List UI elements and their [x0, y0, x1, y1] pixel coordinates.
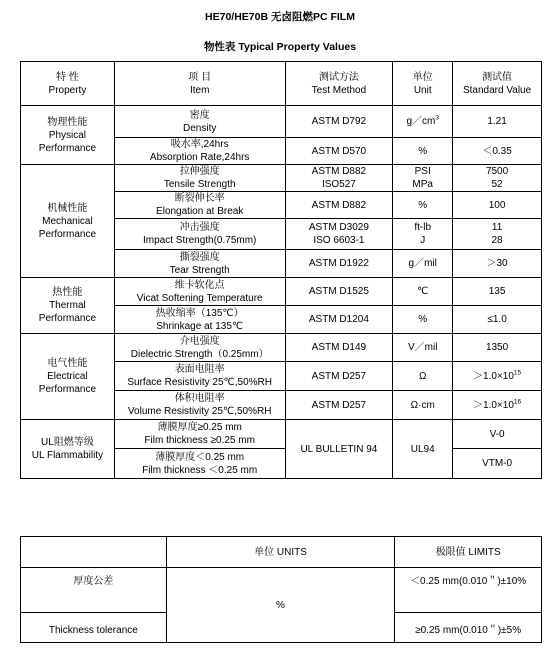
property-group: [21, 334, 115, 420]
item-label: 吸水率,24hrs: [170, 139, 229, 150]
property-row: [21, 165, 542, 192]
property-group-label: Performance: [38, 313, 97, 324]
property-row: [21, 278, 542, 306]
item-cell: [114, 449, 285, 479]
standard-value: 52: [491, 179, 503, 190]
item-label: Dielectric Strength（0.25mm）: [130, 348, 269, 360]
unit-cell: [393, 138, 453, 165]
header-label: Standard Value: [462, 84, 532, 96]
property-group: [21, 278, 115, 334]
limit-thin: ＜0.25 mm(0.010＂)±10%: [395, 568, 542, 613]
limits-header-blank: [21, 537, 167, 568]
property-row: [21, 334, 542, 362]
standard-value-cell: [453, 362, 542, 391]
unit-cell: [393, 192, 453, 219]
property-group-label: Electrical: [47, 371, 88, 382]
item-label: Density: [183, 122, 217, 134]
unit-label: g／mil: [408, 258, 437, 269]
item-label: Surface Resistivity 25℃,50%RH: [127, 377, 272, 388]
property-group: [21, 420, 115, 479]
unit-cell: [393, 306, 453, 334]
standard-value-cell: [453, 165, 542, 192]
limits-header-units: 单位 UNITS: [166, 537, 395, 568]
unit-label: V／mil: [407, 342, 438, 353]
limits-header-limits: 极限值 LIMITS: [395, 537, 542, 568]
item-cell: [114, 278, 285, 306]
property-group-label: Physical: [48, 129, 87, 141]
thickness-label-cn: 厚度公差: [21, 568, 167, 613]
item-label: 断裂伸长率: [174, 193, 225, 204]
test-method-label: UL BULLETIN 94: [300, 443, 378, 455]
item-cell: [114, 334, 285, 362]
item-label: Elongation at Break: [156, 206, 244, 217]
test-method-label: ASTM D792: [311, 116, 367, 127]
standard-value: 11: [491, 222, 503, 233]
standard-value-cell: [453, 278, 542, 306]
standard-value-cell: [453, 334, 542, 362]
test-method-label: ASTM D257: [311, 399, 367, 411]
property-group-label: 热性能: [52, 287, 83, 298]
property-row: [21, 420, 542, 449]
limit-thick: ≥0.25 mm(0.010＂)±5%: [395, 613, 542, 643]
property-group: [21, 106, 115, 165]
test-method-cell: [285, 192, 393, 219]
item-label: Tensile Strength: [163, 179, 236, 190]
standard-value: ＞30: [486, 258, 508, 269]
property-table: [20, 61, 542, 479]
item-label: Volume Resistivity 25℃,50%RH: [127, 406, 272, 417]
limits-row: [21, 568, 542, 613]
unit-label: ℃: [417, 286, 429, 297]
item-cell: [114, 106, 285, 138]
standard-value-cell: [453, 449, 542, 479]
item-label: Film thickness ≥0.25 mm: [144, 435, 255, 446]
standard-value: ＜0.35: [482, 145, 512, 157]
limits-unit: %: [166, 568, 395, 643]
unit-cell: [393, 362, 453, 391]
property-group: [21, 165, 115, 278]
header-label: 测试方法: [318, 71, 359, 83]
item-cell: [114, 362, 285, 391]
item-label: 拉伸强度: [179, 166, 220, 177]
standard-value-cell: [453, 219, 542, 250]
header-item: [114, 62, 285, 106]
standard-value: 7500: [485, 166, 509, 177]
standard-value-cell: [453, 306, 542, 334]
unit-label: MPa: [412, 179, 433, 190]
unit-label: g／cm: [406, 116, 436, 127]
unit-cell: [393, 391, 453, 420]
test-method-cell: [285, 138, 393, 165]
header-label: Item: [189, 84, 210, 96]
standard-value-cell: [453, 106, 542, 138]
standard-value: V-0: [489, 428, 505, 440]
property-group-label: Performance: [38, 142, 97, 154]
item-label: 撕裂强度: [179, 251, 220, 263]
document-title: HE70/HE70B 无卤阻燃PC FILM: [205, 11, 355, 23]
unit-cell: [393, 106, 453, 138]
unit-label: Ω·cm: [410, 399, 435, 411]
property-group-label: Thermal: [49, 300, 86, 311]
unit-label: PSI: [414, 166, 431, 177]
unit-cell: [393, 278, 453, 306]
item-cell: [114, 138, 285, 165]
standard-value: VTM-0: [482, 458, 513, 469]
value-exponent: 15: [513, 369, 522, 377]
thickness-label-en: Thickness tolerance: [21, 613, 167, 643]
item-cell: [114, 219, 285, 250]
standard-value-cell: [453, 250, 542, 278]
standard-value: ≤1.0: [487, 314, 507, 325]
item-label: 维卡软化点: [174, 279, 225, 291]
test-method-cell: [285, 306, 393, 334]
standard-value: ＞1.0×10: [473, 370, 514, 382]
item-cell: [114, 165, 285, 192]
test-method-label: ASTM D1525: [308, 286, 369, 297]
item-label: Shrinkage at 135℃: [156, 320, 244, 332]
test-method-label: ASTM D882: [311, 166, 367, 177]
item-label: 介电强度: [179, 335, 220, 347]
unit-label: Ω: [418, 370, 427, 382]
property-group-label: 物理性能: [47, 116, 88, 128]
property-group-label: Mechanical: [42, 215, 93, 227]
test-method-cell: [285, 250, 393, 278]
item-label: 表面电阻率: [174, 364, 225, 375]
item-label: Film thickness ＜0.25 mm: [142, 464, 258, 476]
item-cell: [114, 192, 285, 219]
header-label: Test Method: [311, 84, 367, 96]
property-group-label: Performance: [38, 384, 97, 395]
test-method-label: ASTM D1204: [308, 314, 369, 325]
unit-label: %: [418, 145, 428, 157]
standard-value: 100: [488, 199, 506, 211]
test-method-cell: [285, 362, 393, 391]
item-cell: [114, 306, 285, 334]
standard-value-cell: [453, 138, 542, 165]
property-group-label: 电气性能: [47, 358, 88, 369]
standard-value: 135: [488, 286, 506, 297]
value-exponent: 16: [513, 398, 522, 406]
test-method-label: ASTM D570: [311, 145, 367, 157]
standard-value: 1.21: [487, 116, 507, 127]
test-method-cell: [285, 278, 393, 306]
item-label: 热收缩率（135℃）: [155, 307, 244, 319]
standard-value: 1350: [485, 342, 509, 353]
test-method-label: ISO527: [321, 179, 356, 190]
header-label: 特 性: [56, 71, 79, 83]
item-label: 薄膜厚度＜0.25 mm: [155, 451, 245, 463]
unit-label: %: [418, 199, 428, 211]
property-group-label: 机械性能: [47, 202, 88, 214]
test-method-label: ASTM D1922: [308, 258, 369, 269]
header-label: 项 目: [188, 71, 212, 83]
header-unit: [393, 62, 453, 106]
standard-value: ＞1.0×10: [473, 399, 514, 411]
property-group-label: UL Flammability: [31, 450, 104, 461]
property-group-label: UL阻燃等级: [41, 437, 94, 448]
header-test-method: [285, 62, 393, 106]
standard-value-cell: [453, 420, 542, 449]
unit-label: UL94: [410, 443, 435, 455]
item-label: Vicat Softening Temperature: [136, 292, 263, 304]
header-property: [21, 62, 115, 106]
item-label: 薄膜厚度≥0.25 mm: [157, 422, 242, 433]
item-label: Absorption Rate,24hrs: [149, 152, 250, 163]
item-label: 体积电阻率: [174, 393, 225, 404]
unit-cell: [393, 219, 453, 250]
unit-cell: [393, 165, 453, 192]
test-method-label: ASTM D257: [311, 370, 367, 382]
standard-value-cell: [453, 192, 542, 219]
header-label: Unit: [413, 84, 432, 96]
test-method-cell: [285, 420, 393, 479]
test-method-cell: [285, 219, 393, 250]
test-method-cell: [285, 391, 393, 420]
unit-cell: [393, 420, 453, 479]
limits-header-row: [21, 537, 542, 568]
limits-table: [20, 536, 542, 643]
unit-label: J: [420, 235, 426, 246]
item-label: Tear Strength: [169, 264, 230, 276]
property-group-label: Performance: [38, 228, 97, 240]
property-row: [21, 106, 542, 138]
item-cell: [114, 391, 285, 420]
standard-value: 28: [491, 235, 503, 246]
test-method-cell: [285, 106, 393, 138]
document-subtitle: 物性表 Typical Property Values: [203, 41, 357, 53]
property-table-header-row: [21, 62, 542, 106]
test-method-cell: [285, 334, 393, 362]
header-label: 单位: [412, 71, 433, 83]
unit-cell: [393, 250, 453, 278]
item-cell: [114, 250, 285, 278]
test-method-label: ASTM D3029: [308, 222, 369, 233]
test-method-label: ASTM D149: [311, 342, 367, 353]
test-method-label: ISO 6603-1: [313, 235, 365, 246]
header-label: Property: [48, 84, 87, 96]
item-label: 密度: [189, 109, 210, 121]
item-cell: [114, 420, 285, 449]
test-method-cell: [285, 165, 393, 192]
unit-cell: [393, 334, 453, 362]
test-method-label: ASTM D882: [311, 199, 367, 211]
item-label: Impact Strength(0.75mm): [143, 235, 257, 246]
header-standard-value: [453, 62, 542, 106]
header-label: 测试值: [482, 71, 513, 83]
unit-label: ft-lb: [414, 222, 432, 233]
standard-value-cell: [453, 391, 542, 420]
unit-label: %: [418, 314, 428, 325]
unit-superscript: 3: [435, 114, 439, 122]
item-label: 冲击强度: [179, 222, 220, 233]
